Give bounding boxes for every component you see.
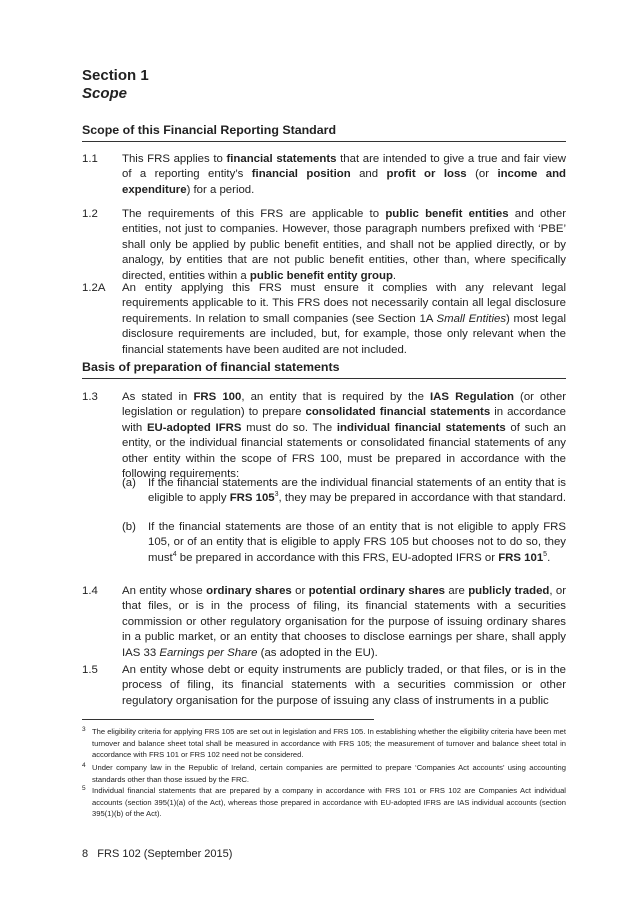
page-footer	[82, 848, 232, 861]
footnote-number: 5	[82, 785, 86, 792]
section-title: Section 1	[82, 67, 149, 84]
paragraph-1-5	[82, 663, 566, 709]
footnote-number: 4	[82, 762, 86, 769]
subparagraph-label: (a)	[122, 477, 136, 489]
footnote-ref-4: 4	[172, 551, 177, 559]
subparagraph-text: If the financial statements are the individual financial statements of an entity that is eligible to apply FRS $105^3$, they may be prepared in accordance with that standard.	[148, 477, 567, 505]
paragraph-number: 1.2	[82, 208, 98, 220]
section-subtitle: Scope	[82, 85, 128, 102]
paragraph-number: 1.3	[82, 391, 98, 403]
footnote-text: The eligibility criteria for applying FRS 105 are set out in legislation and FRS 105. In establishing whether the eligibility criteria have been met turnover and balance sheet total shall be measured in accordance with FRS 105; the measurement of turnover and balance sheet total in accordance with FRS 101 or FRS 102 need not be considered.	[92, 727, 566, 759]
paragraph-1-1	[82, 152, 566, 198]
paragraph-text: The requirements of this FRS are applicable to public benefit entities and other entities, not just to companies. However, those paragraph numbers prefixed with ‘PBE’ shall only be applied by public benefit entities, and shall not be applied directly, or by analogy, by entities that are not public benefit entities, other than, where specifically directed, entities within a public benefit entity group.	[122, 208, 567, 282]
footnote-divider	[82, 719, 374, 720]
footnote-text: Individual financial statements that are prepared by a company in accordance with FRS 101 or FRS 102 are Companies Act individual accounts (section 395(1)(a) of the Act), whereas those prepared in accordance with EU-adopted IFRS are IAS individual accounts (section 395(1)(b) of the Act).	[92, 786, 566, 818]
paragraph-1-2a	[82, 281, 566, 358]
footnote-ref-5: 5	[543, 551, 548, 559]
paragraph-number: 1.1	[82, 153, 98, 165]
footnote-4	[82, 762, 566, 785]
paragraph-1-2	[82, 207, 566, 284]
footnote-number: 3	[82, 726, 86, 733]
footnote-text: Under company law in the Republic of Ireland, certain companies are permitted to prepare ‘Companies Act accounts’ using accounting standards other than those issued by the FRC.	[92, 763, 566, 784]
subparagraph-text: If the financial statements are those of an entity that is not eligible to apply FRS 105, or of an entity that is eligible to apply FRS 105 but chooses not to do so, they must$^4$ be prepared in accordance with this FRS, EU-adopted IFRS or FRS $101^5$.	[148, 521, 566, 564]
paragraph-text: As stated in FRS 100, an entity that is required by the IAS Regulation (or other legislation or regulation) to prepare consolidated financial statements in accordance with EU-adopted IFRS must do so. The individual financial statements of such an entity, or the individual financial statements or consolidated financial statements of any other entity within the scope of FRS 100, must be prepared in accordance with the following requirements:	[122, 391, 567, 481]
paragraph-text: This FRS applies to financial statements that are intended to give a true and fair view of a reporting entity’s financial position and profit or loss (or income and expenditure) for a period.	[122, 153, 567, 196]
heading-scope: Scope of this Financial Reporting Standard	[82, 123, 566, 142]
footnote-ref-3: 3	[274, 491, 279, 499]
page-number: 8	[82, 848, 89, 860]
document-name: FRS 102 (September 2015)	[97, 848, 233, 860]
paragraph-text: An entity whose debt or equity instruments are publicly traded, or that files, or is in the process of filing, its financial statements with a securities commission or other regulatory organisation for the purpose of issuing any class of instruments in a public	[122, 664, 566, 707]
heading-basis: Basis of preparation of financial statements	[82, 360, 566, 379]
subparagraph-a	[122, 476, 566, 507]
footnote-5	[82, 785, 566, 820]
subparagraph-b	[122, 520, 566, 566]
paragraph-number: 1.5	[82, 664, 98, 676]
paragraph-1-4	[82, 584, 566, 661]
subparagraph-label: (b)	[122, 521, 136, 533]
footnote-3	[82, 726, 566, 761]
paragraph-number: 1.4	[82, 585, 98, 597]
paragraph-text: An entity whose ordinary shares or potential ordinary shares are publicly traded, or that files, or is in the process of filing, its financial statements with a securities commission or other regulatory organisation for the purpose of issuing ordinary shares in a public market, or an entity that chooses to disclose earnings per share, shall apply IAS 33 Earnings per Share (as adopted in the EU).	[122, 585, 567, 659]
paragraph-text: An entity applying this FRS must ensure it complies with any relevant legal requirements applicable to it. This FRS does not necessarily contain all legal disclosure requirements. In relation to small companies (see Section 1A Small Entities) most legal disclosure requirements are included, but, for example, those only relevant when the financial statements have been audited are not included.	[122, 282, 566, 356]
paragraph-1-3	[82, 390, 566, 482]
paragraph-number: 1.2A	[82, 282, 106, 294]
